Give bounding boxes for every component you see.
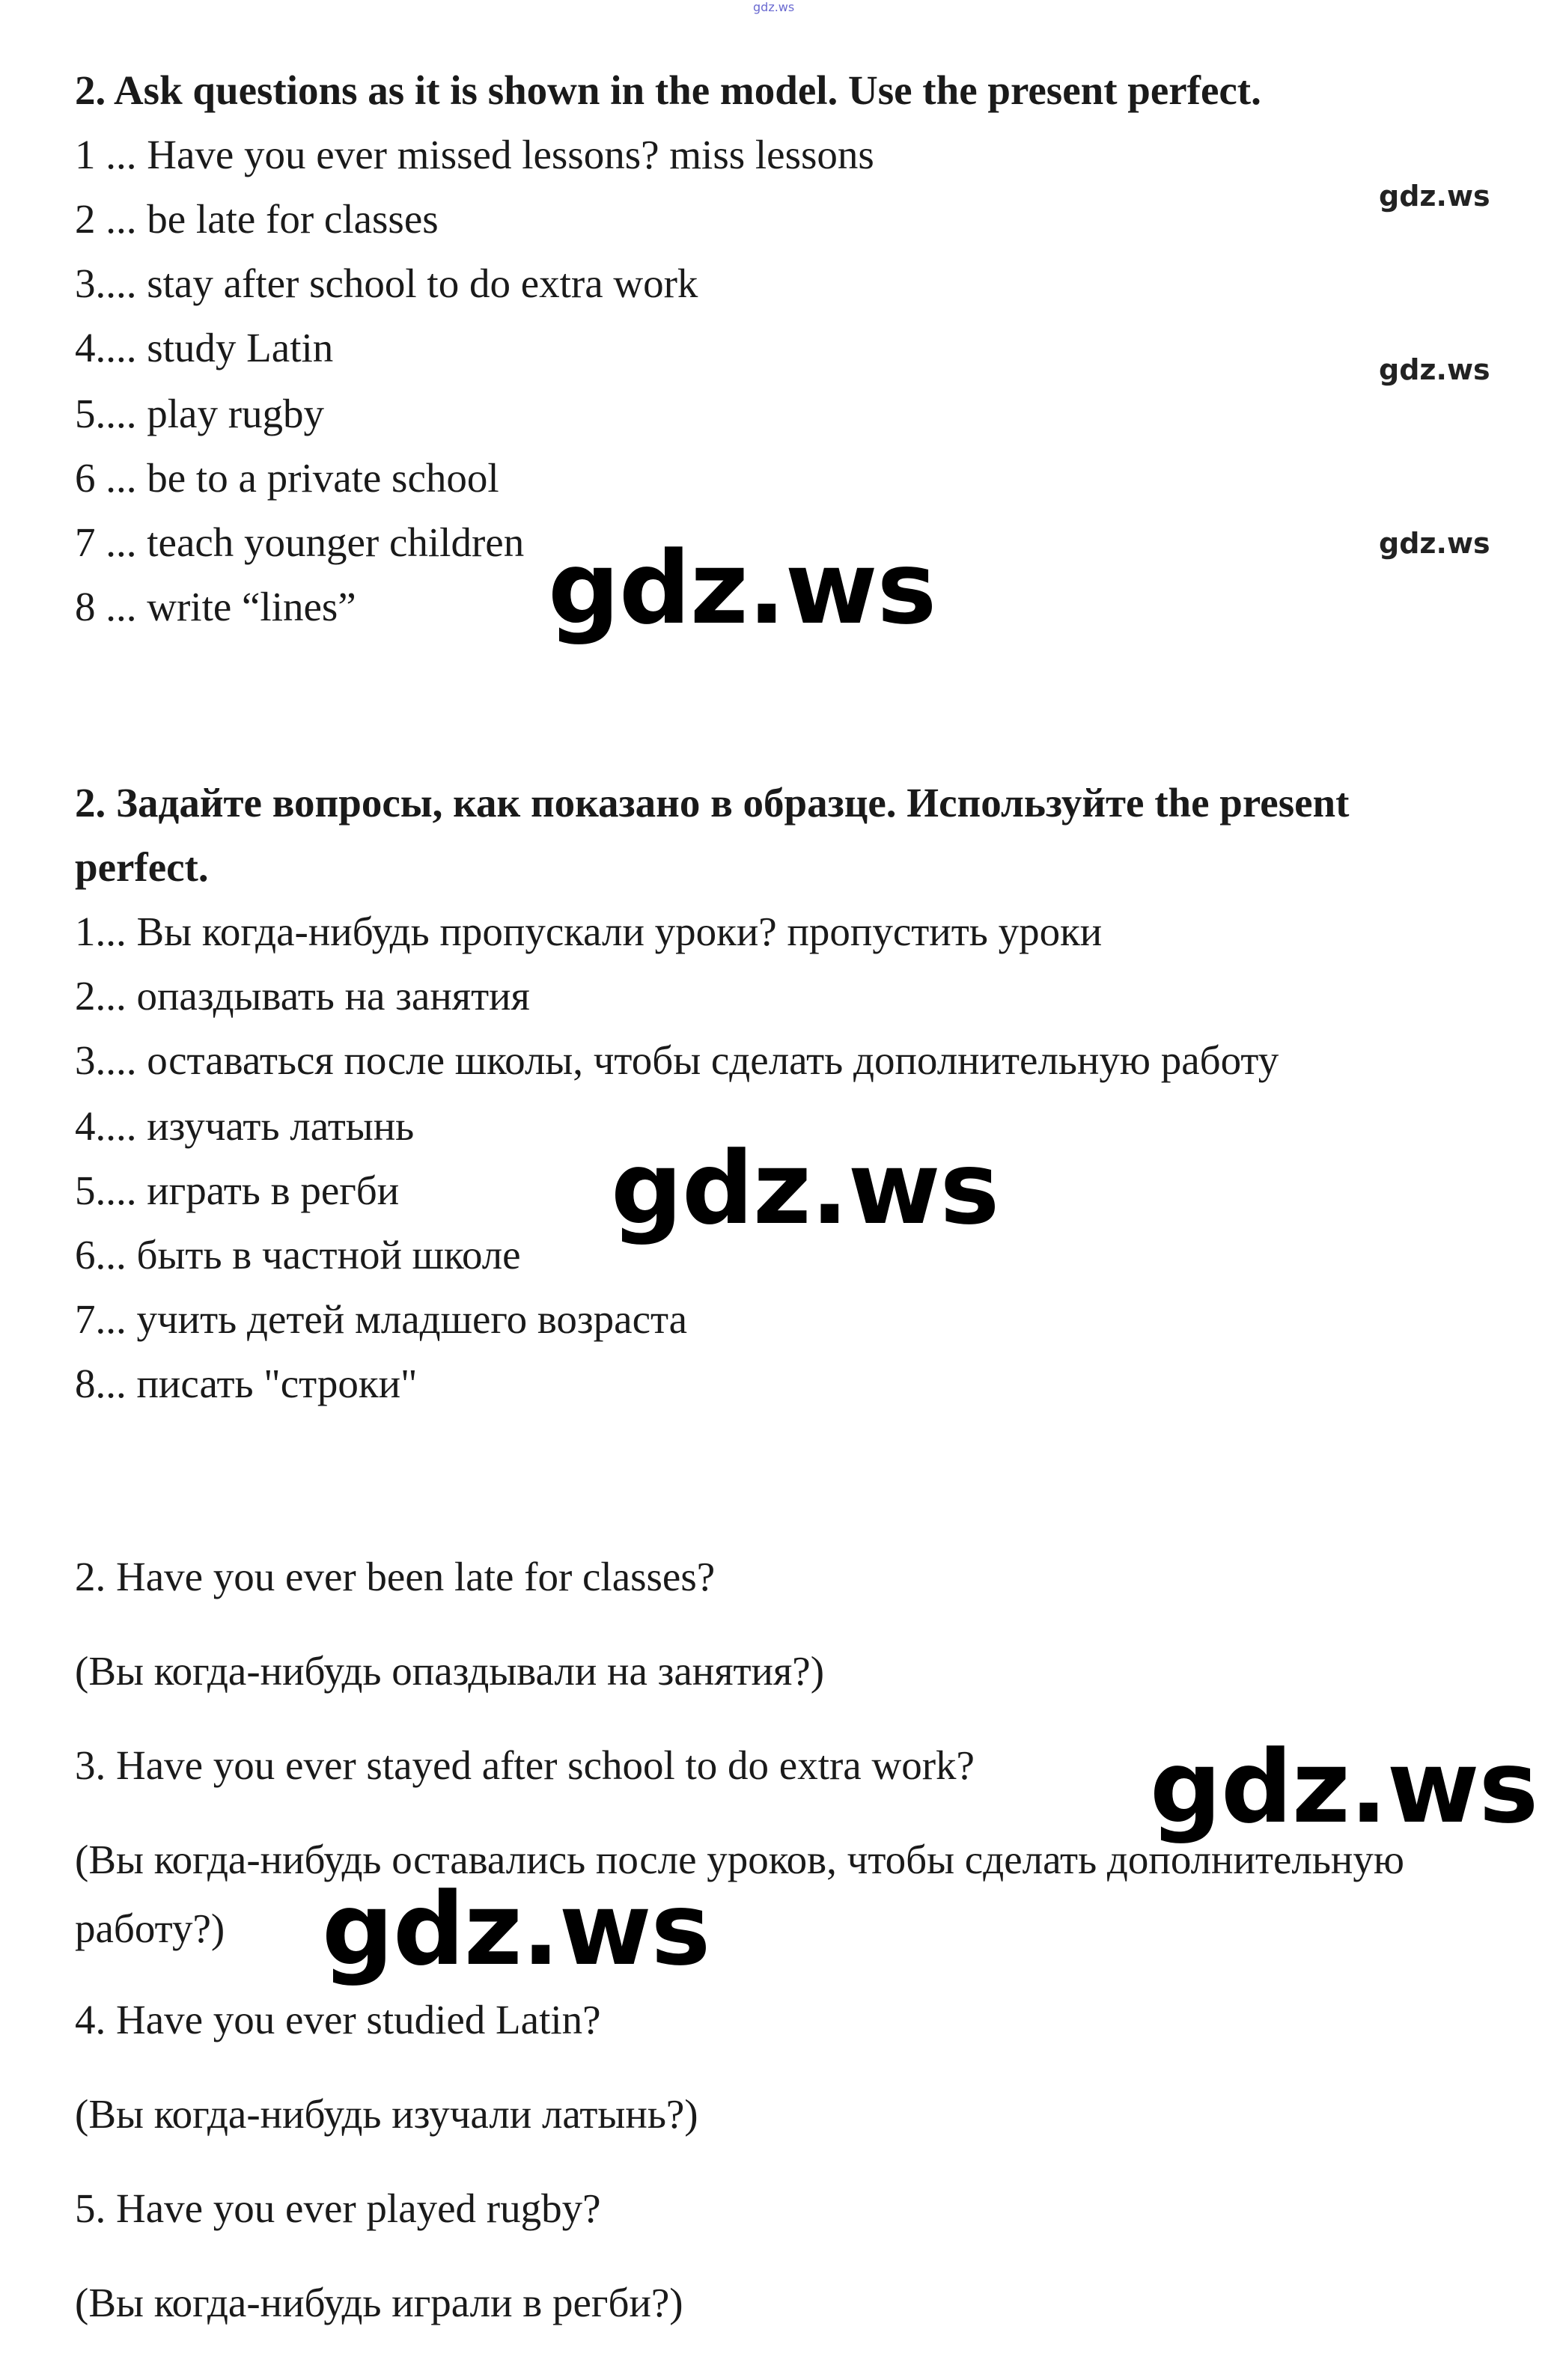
english-item-7: 7 ... teach younger children	[75, 519, 525, 565]
russian-item-2: 2... опаздывать на занятия	[75, 973, 530, 1019]
english-item-3: 3.... stay after school to do extra work	[75, 260, 698, 306]
answer-5-translation: (Вы когда-нибудь играли в регби?)	[75, 2280, 683, 2325]
russian-task-heading-line-1: 2. Задайте вопросы, как показано в образце. Используйте the present	[75, 780, 1350, 826]
answer-4: 4. Have you ever studied Latin?	[75, 1997, 601, 2042]
watermark-large-1: gdz.ws	[548, 530, 936, 647]
watermark-large-2: gdz.ws	[611, 1130, 999, 1247]
russian-item-6: 6... быть в частной школе	[75, 1232, 521, 1278]
answer-2-translation: (Вы когда-нибудь опаздывали на занятия?)	[75, 1648, 825, 1694]
english-item-8: 8 ... write “lines”	[75, 584, 356, 629]
english-item-2: 2 ... be late for classes	[75, 196, 439, 242]
watermark-large-4: gdz.ws	[322, 1871, 710, 1988]
english-item-4: 4.... study Latin	[75, 325, 334, 370]
english-item-1: 1 ... Have you ever missed lessons? miss lessons	[75, 132, 874, 177]
russian-item-1: 1... Вы когда-нибудь пропускали уроки? пропустить уроки	[75, 909, 1103, 954]
russian-item-7: 7... учить детей младшего возраста	[75, 1296, 688, 1342]
watermark-tiny: gdz.ws	[753, 0, 795, 14]
watermark-side-2: gdz.ws	[1379, 353, 1490, 386]
answer-3-translation-line-2: работу?)	[75, 1905, 225, 1951]
answer-5: 5. Have you ever played rugby?	[75, 2185, 601, 2231]
watermark-side-1: gdz.ws	[1379, 180, 1490, 213]
english-task-heading: 2. Ask questions as it is shown in the model. Use the present perfect.	[75, 67, 1261, 113]
answer-3-translation-line-1: (Вы когда-нибудь оставались после уроков, чтобы сделать дополнительную	[75, 1837, 1404, 1882]
english-item-6: 6 ... be to a private school	[75, 455, 499, 501]
watermark-large-3: gdz.ws	[1150, 1729, 1538, 1846]
russian-item-3: 3.... оставаться после школы, чтобы сделать дополнительную работу	[75, 1037, 1279, 1083]
russian-item-5: 5.... играть в регби	[75, 1168, 400, 1213]
answer-4-translation: (Вы когда-нибудь изучали латынь?)	[75, 2091, 698, 2137]
watermark-side-3: gdz.ws	[1379, 527, 1490, 560]
answer-2: 2. Have you ever been late for classes?	[75, 1554, 716, 1599]
russian-item-8: 8... писать "строки"	[75, 1361, 418, 1406]
russian-item-4: 4.... изучать латынь	[75, 1103, 415, 1149]
english-item-5: 5.... play rugby	[75, 391, 325, 436]
russian-task-heading-line-2: perfect.	[75, 844, 209, 890]
answer-3: 3. Have you ever stayed after school to do extra work?	[75, 1742, 975, 1788]
